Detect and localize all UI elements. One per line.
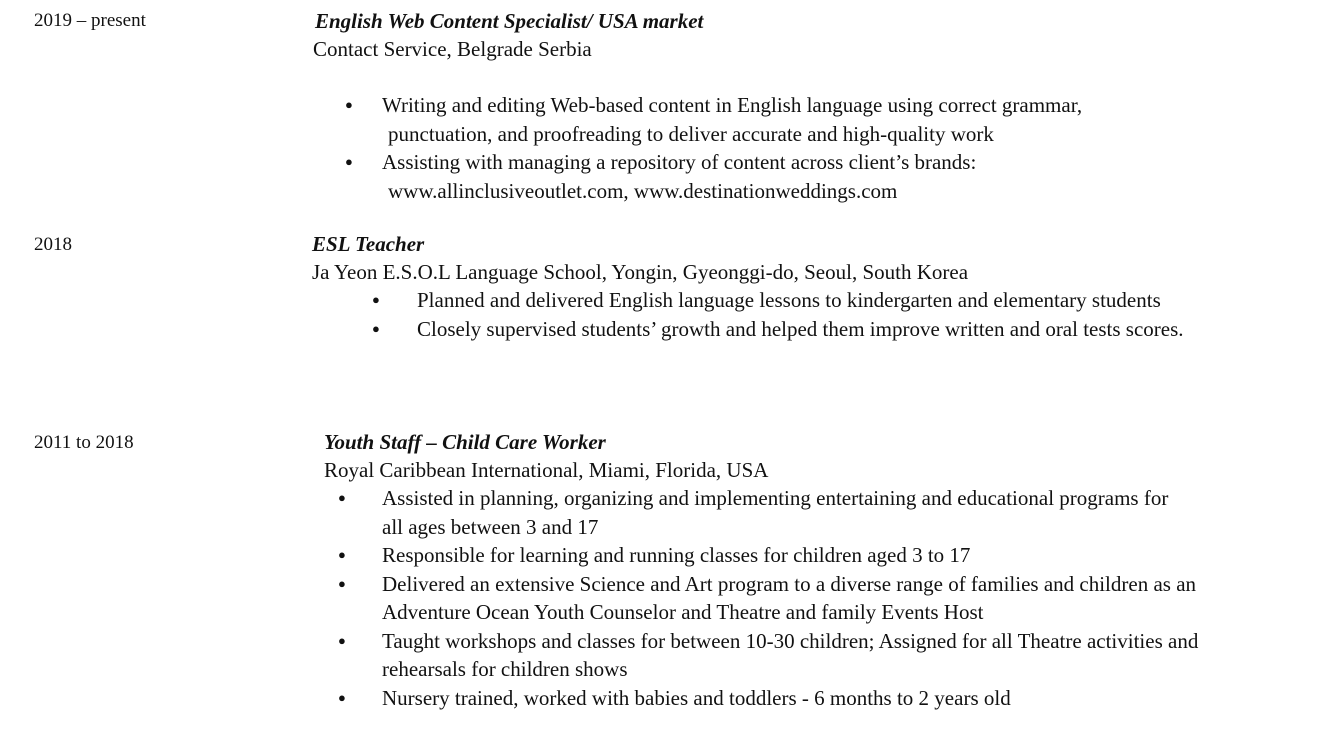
bullet-icon: ● — [338, 689, 346, 705]
list-item — [338, 627, 1238, 684]
job-company: Ja Yeon E.S.O.L Language School, Yongin, Gyeonggi-do, Seoul, South Korea — [312, 260, 969, 284]
bullet-text: www.allinclusiveoutlet.com, www.destinationweddings.com — [388, 178, 898, 203]
bullet-text: Delivered an extensive Science and Art program to a diverse range of families and children as an Adventure Ocean Youth Counselor and Theatre and family Events Host — [382, 571, 1197, 624]
bullet-text: Nursery trained, worked with babies and toddlers - 6 months to 2 years old — [382, 685, 1011, 710]
bullet-text: Planned and delivered English language lessons to kindergarten and elementary students — [417, 288, 1161, 312]
bullet-icon: ● — [372, 292, 380, 307]
list-item — [345, 91, 1225, 148]
list-item — [338, 570, 1238, 627]
job-date: 2019 – present — [34, 10, 146, 31]
list-item — [338, 541, 1238, 570]
bullet-icon: ● — [372, 320, 380, 336]
bullet-icon: ● — [345, 154, 353, 169]
list-item — [372, 315, 1252, 344]
job-title: ESL Teacher — [312, 232, 425, 256]
bullet-icon: ● — [338, 547, 346, 562]
job-company: Royal Caribbean International, Miami, Florida, USA — [324, 458, 769, 482]
bullet-text: Responsible for learning and running classes for children aged 3 to 17 — [382, 543, 971, 567]
list-item — [345, 148, 1225, 205]
bullet-icon: ● — [338, 632, 346, 648]
job-title: Youth Staff – Child Care Worker — [324, 430, 606, 454]
job-bullet-list — [345, 91, 1225, 205]
job-bullet-list — [372, 286, 1252, 343]
list-item — [338, 684, 1238, 713]
bullet-icon: ● — [338, 490, 346, 505]
job-date: 2018 — [34, 234, 72, 255]
bullet-text: Closely supervised students’ growth and helped them improve written and oral tests scores. — [417, 316, 1184, 341]
bullet-text: punctuation, and proofreading to deliver accurate and high-quality work — [388, 121, 994, 146]
bullet-text: Writing and editing Web-based content in English language using correct grammar, — [382, 93, 1083, 117]
bullet-text: Taught workshops and classes for between 10-30 children; Assigned for all Theatre activities and rehearsals for children shows — [382, 628, 1199, 681]
job-date: 2011 to 2018 — [34, 432, 134, 453]
job-bullet-list — [338, 484, 1238, 712]
job-company: Contact Service, Belgrade Serbia — [313, 37, 592, 61]
bullet-text: Assisting with managing a repository of content across client’s brands: — [382, 150, 977, 174]
job-title: English Web Content Specialist/ USA market — [315, 9, 704, 33]
list-item — [338, 484, 1238, 541]
bullet-icon: ● — [345, 97, 353, 112]
list-item — [372, 286, 1252, 315]
bullet-icon: ● — [338, 575, 346, 591]
bullet-text: Assisted in planning, organizing and implementing entertaining and educational programs for all ages between 3 and 17 — [382, 486, 1169, 539]
